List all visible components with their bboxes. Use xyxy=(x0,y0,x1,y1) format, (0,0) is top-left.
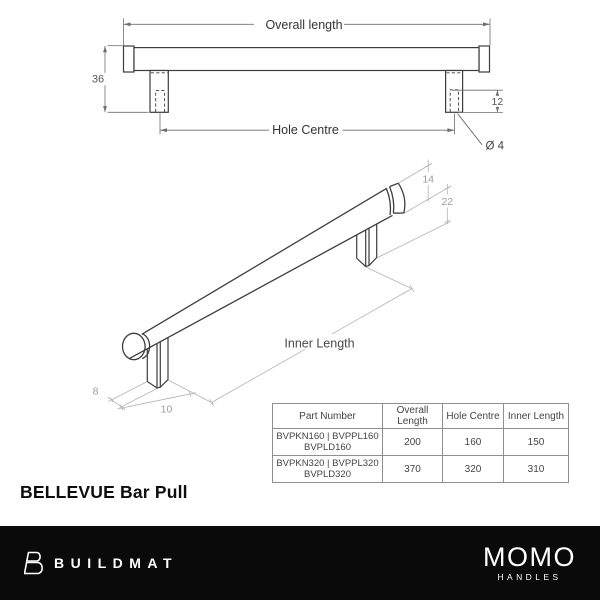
post-width-dim-line xyxy=(117,393,196,409)
inner-length-cell: 310 xyxy=(504,456,569,483)
height-dim-label: 36 xyxy=(91,73,105,86)
hole-centre-cell: 320 xyxy=(443,456,504,483)
overall-length-cell: 370 xyxy=(383,456,443,483)
momo-logo-text: MOMO xyxy=(483,542,576,573)
iso-handle xyxy=(123,183,405,359)
bar-body xyxy=(134,48,479,71)
left-post xyxy=(150,71,168,113)
right-cap-face xyxy=(398,183,405,213)
arrowhead xyxy=(103,46,107,52)
part-number-cell xyxy=(273,456,383,483)
table-row xyxy=(273,429,569,456)
col-header-hole-centre: Hole Centre xyxy=(443,404,504,429)
arrowhead xyxy=(447,128,454,132)
part-number-line1: BVPKN320 | BVPPL320 xyxy=(276,458,379,469)
post-width-label: 10 xyxy=(160,403,173,416)
buildmat-logo-text: BUILDMAT xyxy=(54,555,179,571)
inner-length-label: Inner Length xyxy=(284,336,355,351)
diameter-leader-line xyxy=(458,114,482,145)
overall-length-cell: 200 xyxy=(383,429,443,456)
post-depth-label: 8 xyxy=(92,385,99,398)
arrowhead xyxy=(124,22,131,26)
part-number-line1: BVPKN160 | BVPPL160 xyxy=(276,431,379,442)
col-header-part-number: Part Number xyxy=(273,404,383,429)
col-header-overall-length: Overall Length xyxy=(383,404,443,429)
page-title: BELLEVUE Bar Pull xyxy=(20,482,188,502)
momo-handles-text: HANDLES xyxy=(497,572,562,583)
right-end-cap xyxy=(479,46,490,72)
table-row xyxy=(273,456,569,483)
screw-depth-label: 12 xyxy=(491,95,504,108)
part-number-cell xyxy=(273,429,383,456)
part-number-line2: BVPLD320 xyxy=(303,469,351,480)
end-height-label: 22 xyxy=(441,196,454,208)
hole-centre-label: Hole Centre xyxy=(272,122,339,137)
iso-view-drawing xyxy=(93,160,455,416)
momo-logo xyxy=(483,544,576,582)
spec-table xyxy=(272,403,569,483)
bar-top-edge xyxy=(142,188,387,334)
iso-left-post xyxy=(147,338,168,389)
inner-length-cell: 150 xyxy=(504,429,569,456)
col-header-inner-length: Inner Length xyxy=(504,404,569,429)
part-number-line2: BVPLD160 xyxy=(303,442,351,453)
right-post xyxy=(446,71,463,113)
right-ring-arc xyxy=(386,188,390,215)
arrowhead xyxy=(103,106,107,112)
front-view-drawing xyxy=(91,18,505,153)
arrowhead xyxy=(160,128,167,132)
buildmat-logo xyxy=(24,551,178,575)
spec-table-header-row xyxy=(273,404,569,429)
iso-dimension-lines xyxy=(108,160,452,411)
footer-brand-bar xyxy=(0,526,600,600)
hole-centre-cell: 160 xyxy=(443,429,504,456)
cap-length-label: 14 xyxy=(422,173,435,186)
left-end-cap xyxy=(124,46,135,72)
hole-diameter-label: Ø 4 xyxy=(485,140,505,153)
hidden-lines xyxy=(151,73,462,112)
buildmat-b-icon xyxy=(24,551,46,575)
overall-length-label: Overall length xyxy=(265,17,343,32)
arrowhead xyxy=(483,22,490,26)
